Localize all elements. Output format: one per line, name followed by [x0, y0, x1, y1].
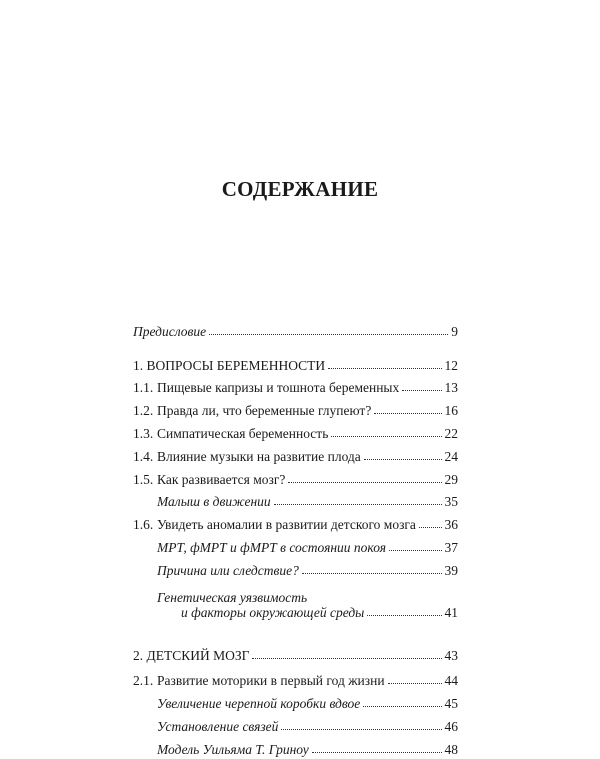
toc-entry-title: Развитие моторики в первый год жизни	[157, 673, 385, 689]
toc-entry-1-5[interactable]	[133, 466, 458, 489]
toc-entry-page: 48	[444, 741, 458, 757]
toc-chapter-2[interactable]	[133, 642, 458, 665]
leader-dots	[389, 550, 441, 551]
leader-dots	[281, 729, 441, 730]
toc-entry-1-3[interactable]	[133, 420, 458, 443]
toc-subentry[interactable]	[133, 690, 458, 713]
toc-entry-page: 9	[451, 323, 458, 339]
toc-entry-title: Влияние музыки на развитие плода	[157, 448, 361, 464]
toc-entry-title-line2: и факторы окружающей среды	[181, 604, 365, 620]
leader-dots	[402, 390, 441, 391]
toc-entry-1-1[interactable]	[133, 375, 458, 398]
toc-entry-page: 45	[444, 696, 458, 712]
toc-entry-title: Пищевые капризы и тошнота беременных	[157, 380, 400, 396]
toc-entry-title-line1: Генетическая уязвимость	[157, 589, 308, 605]
toc-entry-number: 1.3.	[133, 425, 154, 441]
toc-subentry[interactable]	[133, 713, 458, 736]
toc-entry-page: 39	[444, 562, 458, 578]
page-title: СОДЕРЖАНИЕ	[221, 177, 379, 201]
toc-entry-page: 29	[444, 471, 458, 487]
toc-entry-title: Причина или следствие?	[157, 562, 299, 578]
leader-dots	[302, 573, 442, 574]
toc-entry-page: 44	[444, 673, 458, 689]
toc-entry-page: 43	[444, 647, 458, 663]
toc-entry-title: Правда ли, что беременные глупеют?	[157, 403, 372, 419]
leader-dots	[374, 413, 441, 414]
toc-entry-page: 41	[444, 604, 458, 620]
toc-entry-page: 24	[444, 448, 458, 464]
toc-entry-title: Увидеть аномалии в развитии детского мозга	[157, 517, 416, 533]
toc-entry-page: 46	[444, 718, 458, 734]
toc-subentry-multiline[interactable]	[133, 580, 458, 622]
toc-entry-2-1[interactable]	[133, 668, 458, 691]
toc-entry-page: 12	[444, 357, 458, 373]
toc-entry-title: Модель Уильяма Т. Гриноу	[157, 741, 309, 757]
leader-dots	[209, 334, 448, 335]
toc-entry-title: Как развивается мозг?	[157, 471, 286, 487]
toc-entry-title: Симпатическая беременность	[157, 425, 329, 441]
toc-entry-number: 1.1.	[133, 380, 154, 396]
toc-entry-title: Установление связей	[157, 718, 279, 734]
leader-dots	[274, 504, 442, 505]
toc-entry-title: МРТ, фМРТ и фМРТ в состоянии покоя	[157, 539, 387, 555]
leader-dots	[288, 482, 441, 483]
leader-dots	[367, 615, 441, 616]
toc-entry-1-6[interactable]	[133, 511, 458, 534]
toc-subentry[interactable]	[133, 489, 458, 512]
toc-entry-page: 16	[444, 403, 458, 419]
toc-chapter-1[interactable]	[133, 352, 458, 375]
toc-entry-preface[interactable]	[133, 318, 458, 341]
toc-entry-page: 37	[444, 539, 458, 555]
leader-dots	[252, 658, 441, 659]
toc-entry-page: 36	[444, 517, 458, 533]
toc-entry-title: Увеличение черепной коробки вдвое	[157, 696, 361, 712]
toc-entry-title	[157, 590, 364, 620]
toc-subentry[interactable]	[133, 534, 458, 557]
leader-dots	[312, 752, 442, 753]
toc-entry-page: 22	[444, 425, 458, 441]
toc-entry-1-2[interactable]	[133, 397, 458, 420]
leader-dots	[331, 436, 441, 437]
leader-dots	[419, 527, 442, 528]
leader-dots	[388, 683, 442, 684]
toc-chapter-title: 1. ВОПРОСЫ БЕРЕМЕННОСТИ	[133, 357, 326, 373]
toc-entry-number: 1.5.	[133, 471, 154, 487]
toc-entry-number: 1.2.	[133, 403, 154, 419]
toc-entry-number: 1.4.	[133, 448, 154, 464]
toc-chapter-title: 2. ДЕТСКИЙ МОЗГ	[133, 647, 250, 663]
leader-dots	[364, 459, 442, 460]
toc-entry-title: Предисловие	[133, 323, 207, 339]
leader-dots	[328, 368, 441, 369]
toc-entry-number: 2.1.	[133, 673, 154, 689]
toc-entry-number: 1.6.	[133, 517, 154, 533]
leader-dots	[363, 706, 441, 707]
toc-subentry[interactable]	[133, 557, 458, 580]
toc-entry-page: 13	[444, 380, 458, 396]
toc-subentry[interactable]	[133, 736, 458, 759]
toc-entry-title: Малыш в движении	[157, 494, 271, 510]
toc-entry-page: 35	[444, 494, 458, 510]
toc-entry-1-4[interactable]	[133, 443, 458, 466]
table-of-contents	[133, 318, 458, 759]
